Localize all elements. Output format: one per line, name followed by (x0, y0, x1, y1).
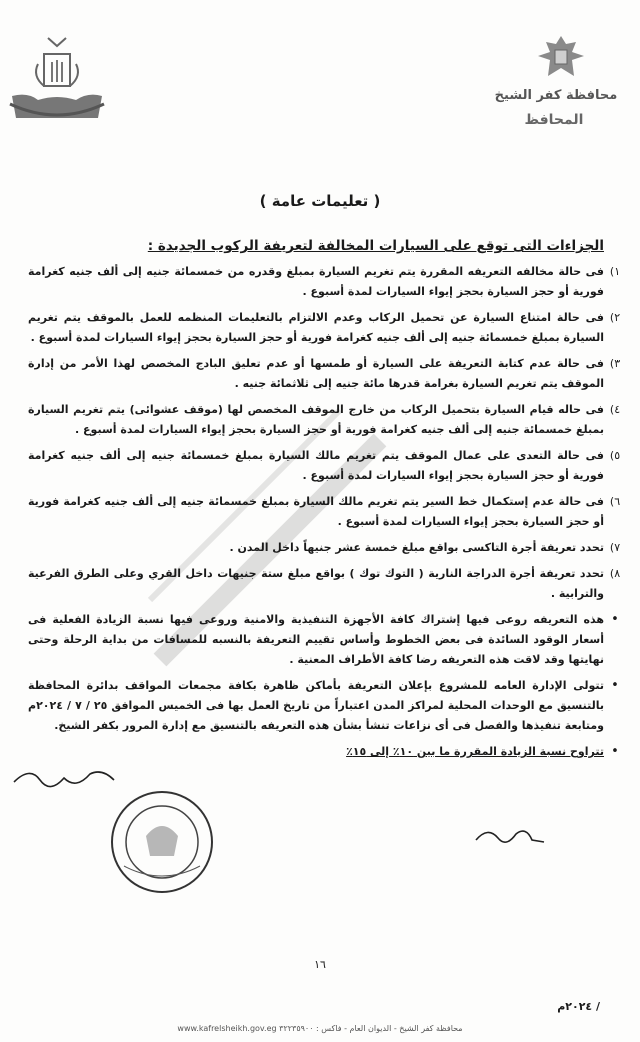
item-text: تحدد تعريفة أجرة التاكسى بواقع مبلغ خمسة عشر جنيهاً داخل المدن . (229, 541, 604, 554)
footer: www.kafrelsheikh.gov.eg محافظة كفر الشيخ - الديوان العام - فاكس : ٣٢٢٣٥٩٠٠ (177, 1024, 463, 1033)
document-title: ( تعليمات عامة ) (259, 192, 381, 210)
list-item (28, 354, 626, 394)
page-number: ١٦ (314, 958, 326, 971)
item-text: فى حاله قيام السيارة بتحميل الركاب من خارج الموقف المخصص لها (موقف عشوائى) يتم تغريم السيارة بمبلغ خمسمائة جنيه إلى ألف جنيه كغرامة فورية أو حجز السيارة بحجز إيواء السيارات لمدة أسبوع . (28, 403, 604, 436)
bullet-item (28, 610, 626, 670)
bullet-symbol: • (611, 612, 619, 627)
bullet-item (28, 742, 626, 762)
item-number: ٣) (609, 357, 621, 370)
document-subtitle: الجزاءات التى توقع على السيارات المخالفة لتعريفة الركوب الجديدة : (147, 238, 604, 254)
list-item (28, 564, 626, 604)
penalties-list (28, 262, 626, 768)
item-number: ٥) (609, 449, 621, 462)
item-number: ٦) (609, 495, 621, 508)
item-text: فى حالة مخالفه التعريفه المقررة يتم تغريم السيارة بمبلغ وقدره من خمسمائة جنيه إلى ألف جنيه كغرامة فورية أو حجز السيارة بحجز إيواء السيارات لمدة أسبوع . (28, 265, 604, 298)
bullet-symbol: • (611, 744, 619, 759)
list-item (28, 538, 626, 558)
governorate-emblem-icon (8, 34, 106, 126)
item-number: ١) (609, 265, 621, 278)
bullet-text: هذه التعريفه روعى فيها إشتراك كافة الأجهزة التنفيذية والامنية وروعى فيها نسبة الزيادة الفعلية فى أسعار الوقود السائدة فى بعض الخطوط وأساس تقييم التعريفة بالنسبه للمسافات من بداية الرحلة وحتى نهايتها وقد لاقت هذه التعريفه رضا كافة الأطراف المعنية . (28, 613, 604, 666)
date-line: / ٢٠٢٤م (557, 1000, 600, 1013)
item-text: فى حالة عدم كتابة التعريفة على السيارة أو طمسها أو عدم تعليق البادج المخصص لهذا الأمر من إدارة الموقف يتم تغريم السيارة بغرامة قدرها مائة جنيه إلى ثلاثمائة جنيه . (28, 357, 604, 390)
list-item (28, 400, 626, 440)
item-text: فى حالة عدم إستكمال خط السير يتم تغريم مالك السيارة بمبلغ خمسمائة جنيه إلى ألف جنيه كغرامة فورية أو حجز السيارة بحجز إيواء السيارات لمدة أسبوع . (28, 495, 604, 528)
governorate-name: محافظة كفر الشيخ (494, 88, 618, 103)
item-number: ٨) (609, 567, 621, 580)
item-text: تحدد تعريفة أجرة الدراجة النارية ( التوك توك ) بواقع مبلغ ستة جنيهات داخل القري وعلى الطرق الفرعية والترابية . (28, 567, 604, 600)
item-number: ٧) (609, 541, 621, 554)
bullet-symbol: • (611, 678, 619, 693)
item-text: فى حالة التعدى على عمال الموقف يتم تغريم مالك السيارة بمبلغ خمسمائة جنيه إلى ألف جنيه كغرامة فورية أو حجز السيارة بحجز إيواء السيارات لمدة أسبوع . (28, 449, 604, 482)
item-text: فى حالة امتناع السيارة عن تحميل الركاب وعدم الالتزام بالتعليمات المنظمه للعمل بالموقف يتم تغريم السيارة بمبلغ خمسمائة جنيه إلى ألف جنيه كغرامة فورية أو حجز السيارة بحجز إيواء السيارات لمدة أسبوع . (28, 311, 604, 344)
eagle-emblem-icon (532, 32, 590, 84)
list-item (28, 446, 626, 486)
handwritten-signature-icon (470, 822, 550, 852)
governor-title: المحافظ (524, 112, 584, 128)
official-seal-icon (106, 786, 218, 898)
list-item (28, 262, 626, 302)
item-number: ٢) (609, 311, 621, 324)
handwritten-signature-icon (10, 760, 120, 800)
bullet-text: تتولى الإدارة العامه للمشروع بإعلان التعريفة بأماكن ظاهرة بكافة مجمعات المواقف بدائرة المحافظة بالتنسيق مع الوحدات المحلية لمراكز المدن اعتباراً من تاريخ العمل بها فى الخميس الموافق ٢٥ / ٧ / ٢٠٢٤م ومتابعة تنفيذها والفصل فى أى نزاعات تنشأ بشأن هذه التعريفه بالتنسيق مع إدارة المرور بكفر الشيخ. (28, 679, 604, 732)
list-item (28, 492, 626, 532)
item-number: ٤) (609, 403, 621, 416)
list-item (28, 308, 626, 348)
bullet-text: تتراوح نسبة الزيادة المقررة ما بين ١٠٪ إلى ١٥٪ (346, 745, 604, 758)
bullet-item (28, 676, 626, 736)
